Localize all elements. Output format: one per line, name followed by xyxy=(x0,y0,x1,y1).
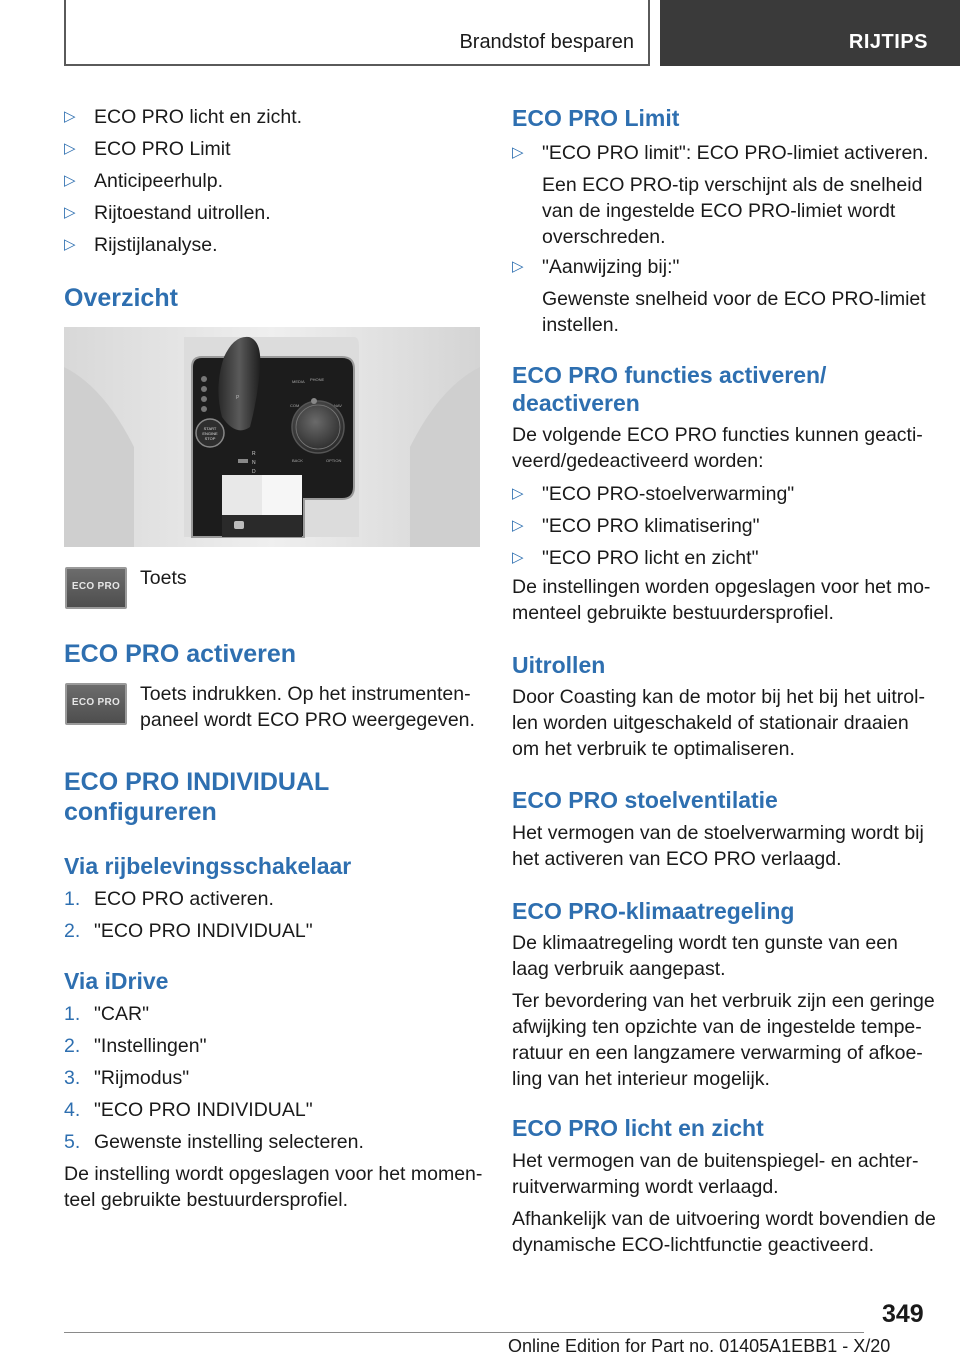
section-title-limit: ECO PRO Limit xyxy=(512,105,680,131)
licht-text: dynamische ECO-lichtfunctie geactiveerd. xyxy=(512,1234,874,1256)
klima-text: afwijking ten opzichte van de ingestelde tempe- xyxy=(512,1016,922,1038)
triangle-bullet-icon: ▷ xyxy=(512,517,524,534)
triangle-bullet-icon: ▷ xyxy=(64,236,76,253)
toets-label: Toets xyxy=(140,567,187,589)
knob-p-label: P xyxy=(236,395,240,401)
nav-label: NAV xyxy=(334,403,342,408)
stop-label: STOP xyxy=(204,436,216,441)
klima-text: Ter bevordering van het verbruik zijn een geringe xyxy=(512,990,935,1012)
triangle-bullet-icon: ▷ xyxy=(64,108,76,125)
header-chapter-box xyxy=(660,0,960,66)
klima-text: laag verbruik aangepast. xyxy=(512,958,726,980)
limit-text: instellen. xyxy=(542,314,619,336)
media-label: MEDIA xyxy=(292,379,305,384)
engine-label: ENGINE xyxy=(202,431,218,436)
eco-pro-button-icon: ECO PRO xyxy=(65,567,127,609)
edition-text: Online Edition for Part no. 01405A1EBB1 - X/20 xyxy=(508,1336,891,1356)
klima-text: ratuur en een langzamere verwarming of afkoe- xyxy=(512,1042,923,1064)
header-section-box xyxy=(64,0,650,66)
triangle-bullet-icon: ▷ xyxy=(64,140,76,157)
footer-divider xyxy=(64,1332,864,1333)
triangle-bullet-icon: ▷ xyxy=(512,485,524,502)
subsection-title-rijbeleving: Via rijbelevingsschakelaar xyxy=(64,853,352,879)
functies-text: De volgende ECO PRO functies kunnen geacti- xyxy=(512,424,923,446)
uitrollen-text: len worden uitgeschakeld of stationair draaien xyxy=(512,712,909,734)
licht-text: Het vermogen van de buitenspiegel- en achter- xyxy=(512,1150,919,1172)
eco-pro-button-icon: ECO PRO xyxy=(65,683,127,725)
triangle-bullet-icon: ▷ xyxy=(64,204,76,221)
triangle-bullet-icon: ▷ xyxy=(512,258,524,275)
svg-text:D: D xyxy=(252,469,256,475)
stoel-text: het activeren van ECO PRO verlaagd. xyxy=(512,848,842,870)
limit-text: Gewenste snelheid voor de ECO PRO-limiet xyxy=(542,288,926,310)
limit-text: van de ingestelde ECO PRO-limiet wordt xyxy=(542,200,896,222)
header-section-title: Brandstof besparen xyxy=(459,31,634,53)
triangle-bullet-icon: ▷ xyxy=(512,144,524,161)
limit-text: Een ECO PRO-tip verschijnt als de snelheid xyxy=(542,174,923,196)
idrive-note: teel gebruikte bestuurdersprofiel. xyxy=(64,1189,348,1211)
triangle-bullet-icon: ▷ xyxy=(512,549,524,566)
uitrollen-text: Door Coasting kan de motor bij het bij het uitrol- xyxy=(512,686,925,708)
section-title-functies: deactiveren xyxy=(512,390,640,416)
idrive-note: De instelling wordt opgeslagen voor het momen- xyxy=(64,1163,483,1185)
functies-note: menteel gebruikte bestuurdersprofiel. xyxy=(512,602,834,624)
section-title-licht-zicht: ECO PRO licht en zicht xyxy=(512,1115,764,1141)
section-title-individual: configureren xyxy=(64,798,217,826)
phone-label: PHONE xyxy=(310,377,325,382)
option-label: OPTION xyxy=(326,458,342,463)
section-title-stoelventilatie: ECO PRO stoelventilatie xyxy=(512,787,778,813)
limit-text: overschreden. xyxy=(542,226,666,248)
activeren-text: Toets indrukken. Op het instrumenten- xyxy=(140,683,471,705)
section-title-uitrollen: Uitrollen xyxy=(512,652,606,678)
section-title-individual: ECO PRO INDIVIDUAL xyxy=(64,768,330,796)
header-chapter-title: RIJTIPS xyxy=(848,31,928,53)
uitrollen-text: om het verbruik te optimaliseren. xyxy=(512,738,795,760)
section-title-functies: ECO PRO functies activeren/ xyxy=(512,362,827,388)
triangle-bullet-icon: ▷ xyxy=(64,172,76,189)
functies-note: De instellingen worden opgeslagen voor het mo- xyxy=(512,576,931,598)
stoel-text: Het vermogen van de stoelverwarming wordt bij xyxy=(512,822,924,844)
center-console-image xyxy=(64,327,480,547)
page-number: 349 xyxy=(882,1300,924,1328)
klima-text: De klimaatregeling wordt ten gunste van een xyxy=(512,932,898,954)
section-title-overzicht: Overzicht xyxy=(64,284,178,312)
svg-text:N: N xyxy=(252,460,256,466)
start-label: START xyxy=(203,426,217,431)
subsection-title-idrive: Via iDrive xyxy=(64,968,169,994)
section-title-activeren: ECO PRO activeren xyxy=(64,640,297,668)
com-label: COM xyxy=(290,403,300,408)
back-label: BACK xyxy=(292,458,303,463)
klima-text: ling van het interieur mogelijk. xyxy=(512,1068,770,1090)
functies-text: veerd/gedeactiveerd worden: xyxy=(512,450,764,472)
svg-text:R: R xyxy=(252,451,256,457)
activeren-text: paneel wordt ECO PRO weergegeven. xyxy=(140,709,475,731)
section-title-klimaatregeling: ECO PRO-klimaatregeling xyxy=(512,898,795,924)
licht-text: Afhankelijk van de uitvoering wordt bovendien de xyxy=(512,1208,936,1230)
licht-text: ruitverwarming wordt verlaagd. xyxy=(512,1176,779,1198)
